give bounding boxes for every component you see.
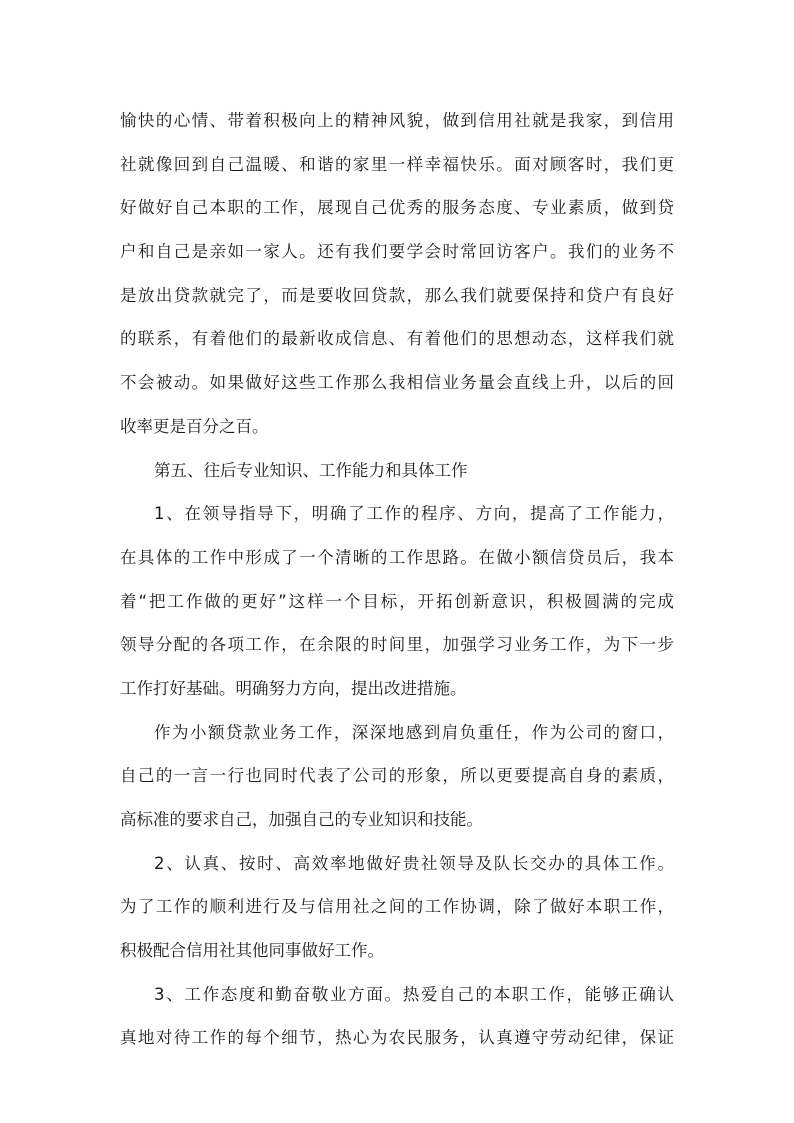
text-line: 为了工作的顺利进行及与信用社之间的工作协调，除了做好本职工作，	[120, 897, 674, 917]
text-line: 2、认真、按时、高效率地做好贵社领导及队长交办的具体工作。	[154, 853, 674, 873]
text-line: 的联系，有着他们的最新收成信息、有着他们的思想动态，这样我们就	[120, 329, 674, 349]
document-body	[120, 99, 674, 1060]
text-line: 在具体的工作中形成了一个清晰的工作思路。在做小额信贷员后，我本	[120, 547, 674, 567]
text-line: 愉快的心情、带着积极向上的精神风貌，做到信用社就是我家，到信用	[120, 111, 674, 130]
text-line: 社就像回到自己温暖、和谐的家里一样幸福快乐。面对顾客时，我们更	[120, 154, 674, 174]
section-heading	[120, 449, 674, 493]
paragraph-body	[120, 711, 674, 842]
text-line: 收率更是百分之百。	[120, 416, 269, 436]
text-line: 3、工作态度和勤奋敬业方面。热爱自己的本职工作，能够正确认	[154, 984, 674, 1004]
text-line: 户和自己是亲如一家人。还有我们要学会时常回访客户。我们的业务不	[120, 242, 674, 262]
text-line: 领导分配的各项工作，在余限的时间里，加强学习业务工作，为下一步	[120, 635, 674, 655]
text-line: 工作打好基础。明确努力方向，提出改进措施。	[120, 678, 467, 698]
text-line: 作为小额贷款业务工作，深深地感到肩负重任，作为公司的窗口，	[154, 722, 674, 742]
paragraph-item-3	[120, 973, 674, 1060]
paragraph-item-1	[120, 492, 674, 710]
paragraph-continuation	[120, 99, 674, 449]
text-line: 不会被动。如果做好这些工作那么我相信业务量会直线上升，以后的回	[120, 373, 674, 393]
text-line: 好做好自己本职的工作，展现自己优秀的服务态度、专业素质，做到贷	[120, 198, 674, 218]
paragraph-item-2	[120, 842, 674, 973]
text-line: 高标准的要求自己，加强自己的专业知识和技能。	[120, 810, 483, 829]
text-line: 是放出贷款就完了，而是要收回贷款，那么我们就要保持和贷户有良好	[120, 285, 674, 305]
text-line: 1、在领导指导下，明确了工作的程序、方向，提高了工作能力，	[154, 504, 674, 524]
text-line: 真地对待工作的每个细节，热心为农民服务，认真遵守劳动纪律，保证	[120, 1028, 674, 1048]
text-line: 自己的一言一行也同时代表了公司的形象，所以更要提高自身的素质，	[120, 766, 674, 786]
text-line: 积极配合信用社其他同事做好工作。	[120, 941, 384, 961]
heading-line: 第五、往后专业知识、工作能力和具体工作	[154, 460, 468, 480]
text-line: 着“把工作做的更好”这样一个目标，开拓创新意识，积极圆满的完成	[120, 591, 674, 611]
